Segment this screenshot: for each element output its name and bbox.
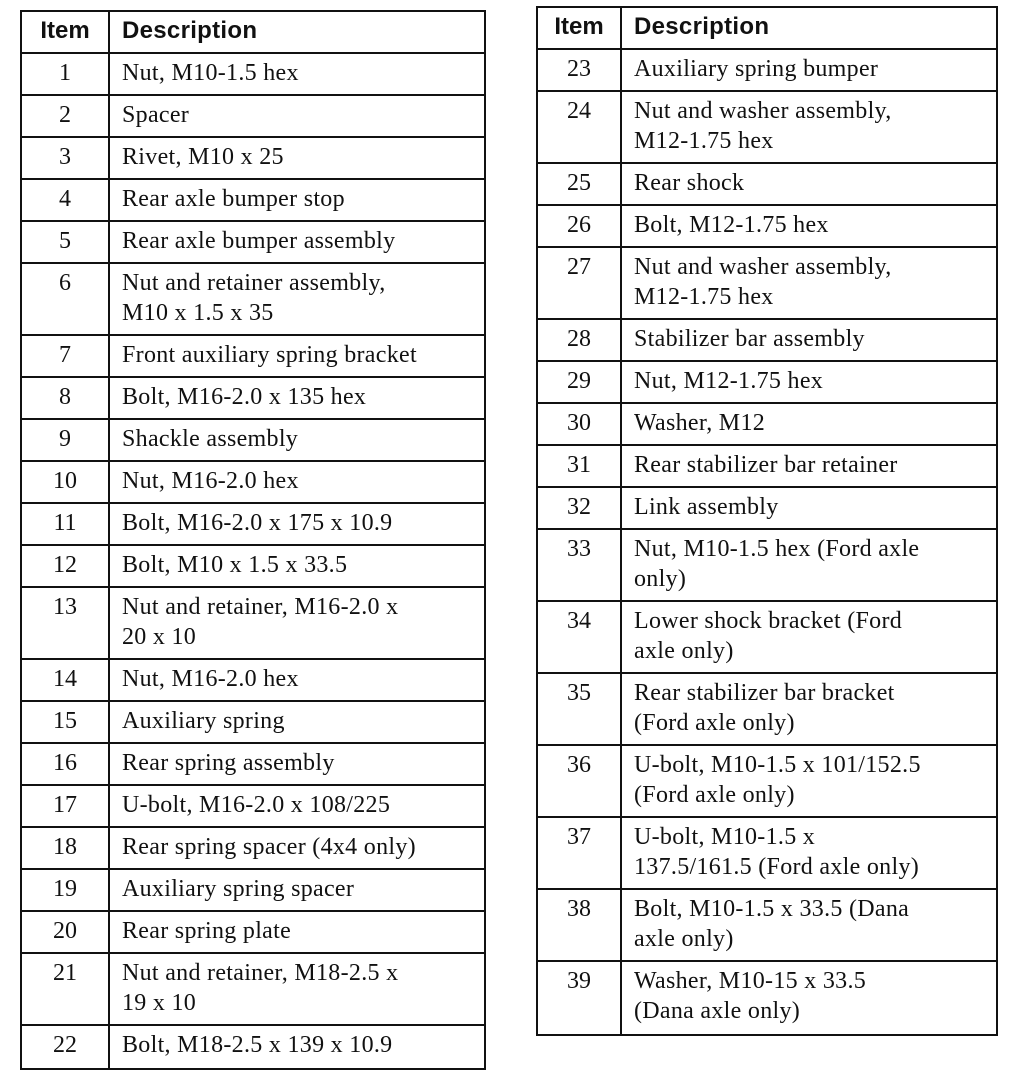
item-number: 37 bbox=[538, 818, 622, 888]
table-row bbox=[22, 138, 484, 180]
item-description: Nut and retainer, M16-2.0 x 20 x 10 bbox=[122, 594, 399, 650]
table-row bbox=[22, 222, 484, 264]
item-description: Shackle assembly bbox=[122, 426, 299, 452]
header-item: Item bbox=[538, 8, 622, 48]
item-number: 12 bbox=[22, 546, 110, 586]
item-description: Nut, M12-1.75 hex bbox=[634, 368, 824, 394]
item-number: 34 bbox=[538, 602, 622, 672]
parts-table-right bbox=[536, 6, 998, 1036]
item-description: Front auxiliary spring bracket bbox=[122, 342, 417, 368]
table-row bbox=[22, 870, 484, 912]
item-number: 21 bbox=[22, 954, 110, 1024]
item-number: 17 bbox=[22, 786, 110, 826]
item-description: Rear spring plate bbox=[122, 918, 292, 944]
item-description: U-bolt, M10-1.5 x 101/152.5 (Ford axle only) bbox=[634, 752, 921, 808]
item-number: 38 bbox=[538, 890, 622, 960]
table-row bbox=[22, 378, 484, 420]
item-number: 25 bbox=[538, 164, 622, 204]
item-number: 14 bbox=[22, 660, 110, 700]
header-description: Description bbox=[634, 13, 770, 40]
table-row bbox=[22, 786, 484, 828]
item-description: Nut and retainer, M18-2.5 x 19 x 10 bbox=[122, 960, 399, 1016]
table-row bbox=[538, 890, 996, 962]
item-description: Nut, M16-2.0 hex bbox=[122, 468, 299, 494]
table-row bbox=[538, 962, 996, 1034]
item-description: Bolt, M16-2.0 x 135 hex bbox=[122, 384, 367, 410]
parts-table-left bbox=[20, 10, 486, 1070]
table-row bbox=[22, 546, 484, 588]
item-number: 16 bbox=[22, 744, 110, 784]
item-number: 31 bbox=[538, 446, 622, 486]
table-row bbox=[22, 660, 484, 702]
table-row bbox=[538, 746, 996, 818]
item-number: 11 bbox=[22, 504, 110, 544]
table-row bbox=[22, 588, 484, 660]
item-description: Stabilizer bar assembly bbox=[634, 326, 865, 352]
item-number: 32 bbox=[538, 488, 622, 528]
item-description: Auxiliary spring bbox=[122, 708, 285, 734]
table-row bbox=[22, 744, 484, 786]
item-description: Rear shock bbox=[634, 170, 745, 196]
item-number: 36 bbox=[538, 746, 622, 816]
table-row bbox=[538, 92, 996, 164]
item-description: Rear axle bumper stop bbox=[122, 186, 345, 212]
table-row bbox=[538, 602, 996, 674]
table-row bbox=[22, 180, 484, 222]
item-description: Washer, M12 bbox=[634, 410, 766, 436]
item-description: Rear stabilizer bar bracket (Ford axle only) bbox=[634, 680, 895, 736]
item-description: Bolt, M10-1.5 x 33.5 (Dana axle only) bbox=[634, 896, 910, 952]
item-description: Nut and retainer assembly, M10 x 1.5 x 35 bbox=[122, 270, 386, 326]
table-row bbox=[538, 674, 996, 746]
item-description: Bolt, M10 x 1.5 x 33.5 bbox=[122, 552, 348, 578]
table-row bbox=[538, 362, 996, 404]
header-item: Item bbox=[22, 12, 110, 52]
item-number: 8 bbox=[22, 378, 110, 418]
table-row bbox=[22, 420, 484, 462]
item-number: 3 bbox=[22, 138, 110, 178]
table-row bbox=[22, 264, 484, 336]
item-number: 19 bbox=[22, 870, 110, 910]
table-row bbox=[538, 818, 996, 890]
item-number: 39 bbox=[538, 962, 622, 1034]
table-row bbox=[22, 462, 484, 504]
item-description: Nut, M10-1.5 hex bbox=[122, 60, 299, 86]
table-row bbox=[538, 248, 996, 320]
item-number: 6 bbox=[22, 264, 110, 334]
table-row bbox=[538, 530, 996, 602]
item-number: 26 bbox=[538, 206, 622, 246]
item-number: 13 bbox=[22, 588, 110, 658]
table-row bbox=[538, 206, 996, 248]
item-description: Rivet, M10 x 25 bbox=[122, 144, 284, 170]
item-number: 9 bbox=[22, 420, 110, 460]
item-description: Spacer bbox=[122, 102, 190, 128]
item-description: Lower shock bracket (Ford axle only) bbox=[634, 608, 903, 664]
table-row bbox=[22, 954, 484, 1026]
item-description: Nut, M16-2.0 hex bbox=[122, 666, 299, 692]
item-description: Auxiliary spring bumper bbox=[634, 56, 879, 82]
table-row bbox=[538, 404, 996, 446]
table-row bbox=[22, 504, 484, 546]
item-number: 29 bbox=[538, 362, 622, 402]
table-row bbox=[538, 446, 996, 488]
item-number: 27 bbox=[538, 248, 622, 318]
item-number: 33 bbox=[538, 530, 622, 600]
table-row bbox=[22, 912, 484, 954]
item-description: Nut, M10-1.5 hex (Ford axle only) bbox=[634, 536, 920, 592]
item-description: Rear spring assembly bbox=[122, 750, 335, 776]
item-number: 7 bbox=[22, 336, 110, 376]
table-row bbox=[538, 164, 996, 206]
item-description: Rear stabilizer bar retainer bbox=[634, 452, 898, 478]
item-number: 23 bbox=[538, 50, 622, 90]
item-number: 15 bbox=[22, 702, 110, 742]
item-number: 5 bbox=[22, 222, 110, 262]
item-number: 20 bbox=[22, 912, 110, 952]
table-row bbox=[22, 828, 484, 870]
item-description: U-bolt, M16-2.0 x 108/225 bbox=[122, 792, 391, 818]
item-number: 30 bbox=[538, 404, 622, 444]
item-description: Washer, M10-15 x 33.5 (Dana axle only) bbox=[634, 968, 867, 1024]
table-header bbox=[22, 12, 484, 54]
item-number: 10 bbox=[22, 462, 110, 502]
item-number: 18 bbox=[22, 828, 110, 868]
item-number: 28 bbox=[538, 320, 622, 360]
item-number: 35 bbox=[538, 674, 622, 744]
table-row bbox=[22, 336, 484, 378]
item-description: Bolt, M18-2.5 x 139 x 10.9 bbox=[122, 1032, 393, 1058]
item-description: U-bolt, M10-1.5 x 137.5/161.5 (Ford axle only) bbox=[634, 824, 920, 880]
table-row bbox=[538, 320, 996, 362]
item-number: 4 bbox=[22, 180, 110, 220]
item-description: Rear spring spacer (4x4 only) bbox=[122, 834, 416, 860]
item-description: Nut and washer assembly, M12-1.75 hex bbox=[634, 254, 892, 310]
table-header bbox=[538, 8, 996, 50]
item-number: 2 bbox=[22, 96, 110, 136]
table-row bbox=[538, 50, 996, 92]
item-description: Nut and washer assembly, M12-1.75 hex bbox=[634, 98, 892, 154]
table-row bbox=[22, 96, 484, 138]
item-number: 1 bbox=[22, 54, 110, 94]
item-description: Bolt, M12-1.75 hex bbox=[634, 212, 829, 238]
table-row bbox=[22, 54, 484, 96]
item-number: 24 bbox=[538, 92, 622, 162]
item-number: 22 bbox=[22, 1026, 110, 1068]
header-description: Description bbox=[122, 17, 258, 44]
item-description: Rear axle bumper assembly bbox=[122, 228, 396, 254]
item-description: Link assembly bbox=[634, 494, 779, 520]
item-description: Bolt, M16-2.0 x 175 x 10.9 bbox=[122, 510, 393, 536]
item-description: Auxiliary spring spacer bbox=[122, 876, 355, 902]
table-row bbox=[22, 1026, 484, 1068]
table-row bbox=[22, 702, 484, 744]
table-row bbox=[538, 488, 996, 530]
